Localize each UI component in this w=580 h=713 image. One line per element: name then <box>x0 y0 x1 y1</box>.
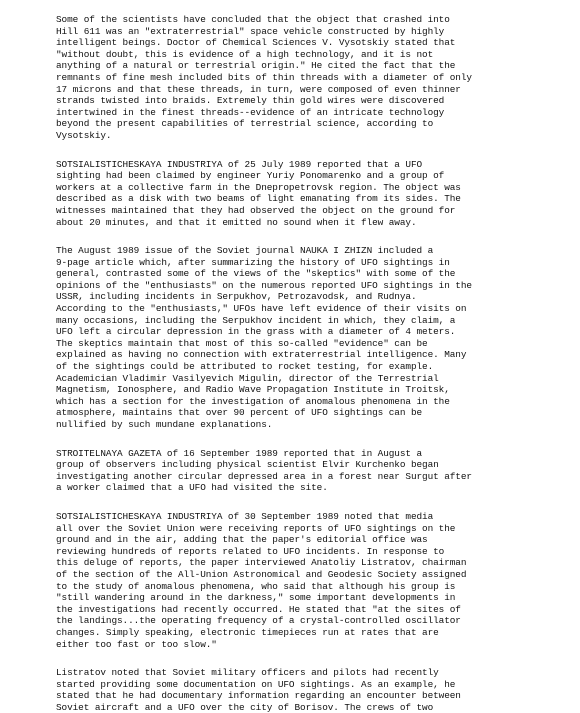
paragraph-stroitelnaya-gazeta: STROITELNAYA GAZETA of 16 September 1989 reported that in August a group of observers including physical scientist Elvir Kurchenko began investigating another circular depressed area in a forest near Surgut after a worker claimed that a UFO had visited the site. <box>56 447 472 494</box>
paragraph-vysotskiy: Some of the scientists have concluded that the object that crashed into Hill 611 was an "extraterrestrial" space vehicle constructed by highly intelligent beings. Doctor of Chemical Sciences V. Vysotskiy stated that "without doubt, this is evidence of a high technology, and it is not anything of a natural or terrestrial origin." He cited the fact that the remnants of fine mesh included bits of thin threads with a diameter of only 17 microns and that these threads, in turn, were composed of even thinner strands twisted into braids. Extremely thin gold wires were discovered intertwined in the finest threads--evidence of an intricate technology beyond the present capabilities of terrestrial science, according to Vysotskiy. <box>56 14 472 141</box>
paragraph-ponomarenko-sighting: SOTSIALISTICHESKAYA INDUSTRIYA of 25 July 1989 reported that a UFO sighting had been claimed by engineer Yuriy Ponomarenko and a group of workers at a collective farm in the Dnepropetrovsk region. The object was described as a disk with two beams of light emanating from its sides. The witnesses maintained that they had observed the object on the ground for about 20 minutes, and that it emitted no sound when it flew away. <box>56 158 461 228</box>
paragraph-nauka-i-zhizn: The August 1989 issue of the Soviet journal NAUKA I ZHIZN included a 9-page article which, after summarizing the history of UFO sightings in general, contrasted some of the views of the "skeptics" with some of the opinions of the "enthusiasts" on the numerous reported UFO sightings in the USSR, including incidents in Serpukhov, Petrozavodsk, and Rudnya. According to the "enthusiasts," UFOs have left evidence of their visits on many occasions, including the Serpukhov incident in which, they claim, a UFO left a circular depression in the grass with a diameter of 4 meters. The skeptics maintain that most of this so-called "evidence" can be explained as having no connection with extraterrestrial intelligence. Many of the sightings could be attributed to rocket testing, for example. Academician Vladimir Vasilyevich Migulin, director of the Terrestrial Magnetism, Ionosphere, and Radio Wave Propagation Institute in Troitsk, which has a section for the investigation of anomalous phenomena in the atmosphere, maintains that over 90 percent of UFO sightings can be nullified by such mundane explanations. <box>56 245 472 430</box>
paragraph-military-documentation: Listratov noted that Soviet military officers and pilots had recently started providing some documentation on UFO sightings. As an example, he stated that he had documentary information regarding an encounter between Soviet aircraft and a UFO over the city of Borisov. The crews of two <box>56 667 461 713</box>
paragraph-listratov-interview: SOTSIALISTICHESKAYA INDUSTRIYA of 30 September 1989 noted that media all over the Soviet Union were receiving reports of UFO sightings on the ground and in the air, adding that the paper's editorial office was reviewing hundreds of reports related to UFO incidents. In response to this deluge of reports, the paper interviewed Anatoliy Listratov, chairman of the section of the All-Union Astronomical and Geodesic Society assigned to the study of anomalous phenomena, who said that although his group is "still wandering around in the darkness," some important developments in the investigations had recently occurred. He stated that "at the sites of the landings...the operating frequency of a crystal-controlled oscillator changes. Simply speaking, electronic timepieces run at rates that are either too fast or too slow." <box>56 510 467 650</box>
